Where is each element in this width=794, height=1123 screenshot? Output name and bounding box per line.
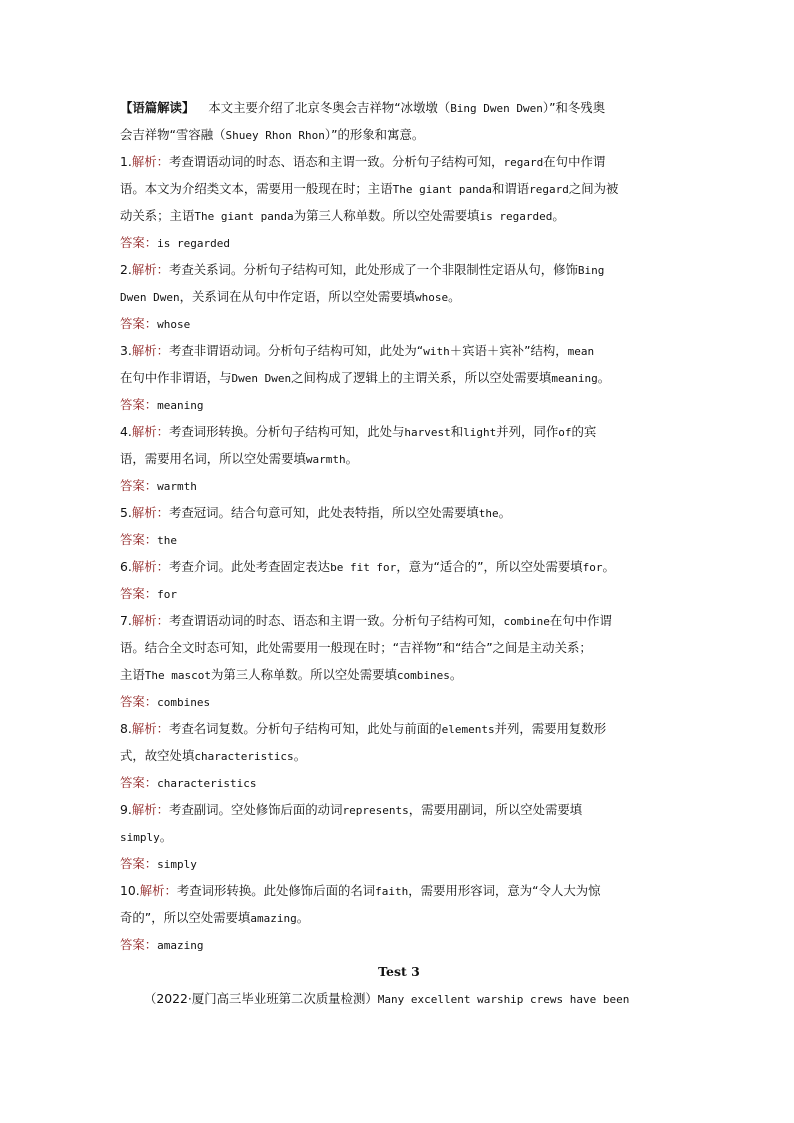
item-line	[120, 904, 678, 931]
english-text: for	[582, 561, 603, 574]
item-line	[120, 175, 678, 202]
explanation-text: 式，故空处填	[120, 748, 195, 763]
english-text: light	[463, 426, 497, 439]
answer-value: characteristics	[157, 777, 257, 790]
intro-line-1	[120, 94, 678, 121]
explanation-text: ，关系词在从句中作定语，所以空处需要填	[179, 289, 416, 304]
english-text: The giant panda	[194, 210, 294, 223]
explanation-text: 的宾	[571, 424, 597, 439]
item-line	[120, 661, 678, 688]
item-number: 5.	[120, 505, 132, 520]
answer-value: simply	[157, 858, 197, 871]
explanation-text: ，意为“适合的”，所以空处需要填	[396, 559, 583, 574]
item-line	[120, 364, 678, 391]
explanation-text: 和	[450, 424, 464, 439]
explanation-text: 为第三人称单数。所以空处需要填	[211, 667, 397, 682]
english-text: meaning	[551, 372, 598, 385]
explanation-text: 考查名词复数。分析句子结构可知，此处与前面的	[169, 721, 442, 736]
english-text: Dwen Dwen	[231, 372, 292, 385]
intro-en: Bing Dwen Dwen	[450, 102, 543, 115]
answer-line	[120, 850, 678, 877]
test-title: Test 3	[378, 964, 420, 979]
answer-label: 答案：	[120, 694, 158, 709]
intro-text: ）”和冬残奥	[542, 100, 606, 115]
explanation-text: 。	[552, 208, 565, 223]
explanation-text: 。	[498, 505, 512, 520]
explanation-text: 。	[159, 829, 173, 844]
analysis-label: 解析：	[131, 721, 169, 736]
explanation-text: 。	[449, 667, 463, 682]
intro-text: 会吉祥物“雪容融（	[120, 127, 226, 142]
answer-label: 答案：	[120, 532, 158, 547]
analysis-label: 解析：	[131, 559, 169, 574]
english-text: is regarded	[479, 210, 553, 223]
explanation-text: 并列，同作	[496, 424, 559, 439]
explanation-text: 在句中作谓	[549, 613, 612, 628]
explanation-text: 语。结合全文时态可知，此处需要用一般现在时；“吉祥物”和“结合”之间是主动关系；	[120, 640, 592, 655]
intro-text: 本文主要介绍了北京冬奥会吉祥物“冰墩墩（	[208, 100, 451, 115]
answer-value: meaning	[157, 399, 204, 412]
explanation-text: 考查词形转换。分析句子结构可知，此处与	[169, 424, 405, 439]
item-line	[120, 202, 678, 229]
answer-line	[120, 310, 678, 337]
english-text: faith	[375, 885, 409, 898]
explanation-text: 。	[345, 451, 358, 466]
analysis-label: 解析：	[131, 424, 169, 439]
answer-label: 答案：	[120, 775, 158, 790]
explanation-text: ，需要用形容词，意为“令人大为惊	[408, 883, 601, 898]
answer-label: 答案：	[120, 586, 158, 601]
english-text: mean	[567, 345, 595, 358]
item-line	[120, 148, 678, 175]
english-text: be fit for	[330, 561, 397, 574]
item-number: 6.	[120, 559, 132, 574]
item-line	[120, 796, 678, 823]
item-line	[120, 283, 678, 310]
english-text: combine	[503, 615, 550, 628]
answer-label: 答案：	[120, 478, 158, 493]
analysis-label: 解析：	[131, 505, 169, 520]
english-text: of	[558, 426, 572, 439]
answer-value: amazing	[157, 939, 204, 952]
answer-label: 答案：	[120, 397, 158, 412]
test-source-cn: （2022·厦门高三毕业班第二次质量检测）	[144, 991, 378, 1006]
item-line	[120, 715, 678, 742]
answer-value: is regarded	[157, 237, 231, 250]
explanation-text: 并列，需要用复数形	[494, 721, 607, 736]
answer-line	[120, 391, 678, 418]
intro-line-2	[120, 121, 678, 148]
explanation-text: 。	[597, 370, 611, 385]
item-number: 1.	[120, 154, 132, 169]
explanation-text: 考查冠词。结合句意可知，此处表特指，所以空处需要填	[169, 505, 479, 520]
explanation-text: 。	[602, 559, 615, 574]
item-number: 2.	[120, 262, 132, 277]
intro-en: Shuey Rhon Rhon	[225, 129, 325, 142]
item-line	[120, 499, 678, 526]
explanation-text: 语。本文为介绍类文本，需要用一般现在时；主语	[120, 181, 393, 196]
explanation-text: 奇的”，所以空处需要填	[120, 910, 251, 925]
english-text: characteristics	[194, 750, 294, 763]
answer-label: 答案：	[120, 316, 158, 331]
intro-label: 【语篇解读】	[120, 100, 195, 115]
item-line	[120, 823, 678, 850]
explanation-text: 考查非谓语动词。分析句子结构可知，此处为“	[169, 343, 424, 358]
item-line	[120, 742, 678, 769]
english-text: Dwen Dwen	[120, 291, 180, 304]
item-line	[120, 337, 678, 364]
english-text: combines	[396, 669, 450, 682]
explanation-text: 考查词形转换。此处修饰后面的名词	[176, 883, 376, 898]
explanation-text: 。	[293, 748, 307, 763]
english-text: regard	[529, 183, 569, 196]
test-source-line	[120, 985, 678, 1012]
item-number: 4.	[120, 424, 132, 439]
analysis-label: 解析：	[131, 154, 169, 169]
explanation-text: 之间为被	[568, 181, 619, 196]
item-number: 7.	[120, 613, 132, 628]
analysis-label: 解析：	[131, 343, 169, 358]
answer-value: combines	[157, 696, 211, 709]
english-text: whose	[415, 291, 449, 304]
answer-label: 答案：	[120, 937, 158, 952]
answer-line	[120, 472, 678, 499]
answer-line	[120, 688, 678, 715]
english-text: warmth	[305, 453, 346, 466]
item-number: 8.	[120, 721, 132, 736]
english-text: elements	[441, 723, 495, 736]
explanation-text: 考查关系词。分析句子结构可知，此处形成了一个非限制性定语从句，修饰	[169, 262, 578, 277]
explanation-text: 语，需要用名词，所以空处需要填	[120, 451, 306, 466]
item-line	[120, 634, 678, 661]
explanation-text: 。	[448, 289, 461, 304]
explanation-text: 在句中作非谓语，与	[120, 370, 232, 385]
english-text: Bing	[577, 264, 605, 277]
answer-line	[120, 769, 678, 796]
item-line	[120, 553, 678, 580]
item-line	[120, 877, 678, 904]
english-text: The giant panda	[392, 183, 492, 196]
explanation-text: 考查介词。此处考查固定表达	[169, 559, 331, 574]
answer-items	[120, 148, 678, 958]
explanation-text: 在句中作谓	[543, 154, 606, 169]
english-text: represents	[342, 804, 409, 817]
explanation-text: 和谓语	[491, 181, 530, 196]
document-page	[120, 94, 678, 1012]
answer-value: for	[157, 588, 178, 601]
answer-label: 答案：	[120, 856, 158, 871]
analysis-label: 解析：	[131, 262, 169, 277]
explanation-text: ＋宾语＋宾补”结构，	[449, 343, 568, 358]
english-text: regard	[503, 156, 544, 169]
explanation-text: 主语	[120, 667, 145, 682]
answer-value: the	[157, 534, 178, 547]
intro-text: ）”的形象和寓意。	[324, 127, 425, 142]
test-source-en: Many excellent warship crews have been	[377, 993, 630, 1006]
explanation-text: 。	[296, 910, 310, 925]
answer-value: warmth	[157, 480, 197, 493]
explanation-text: 为第三人称单数。所以空处需要填	[293, 208, 480, 223]
item-line	[120, 256, 678, 283]
explanation-text: 考查谓语动词的时态、语态和主谓一致。分析句子结构可知，	[169, 154, 504, 169]
explanation-text: 考查副词。空处修饰后面的动词	[169, 802, 343, 817]
analysis-label: 解析：	[131, 802, 169, 817]
item-number: 3.	[120, 343, 132, 358]
analysis-label: 解析：	[131, 613, 169, 628]
answer-label: 答案：	[120, 235, 158, 250]
english-text: The mascot	[144, 669, 212, 682]
english-text: the	[478, 507, 499, 520]
english-text: amazing	[250, 912, 297, 925]
item-number: 10.	[120, 883, 140, 898]
explanation-text: 动关系；主语	[120, 208, 195, 223]
item-line	[120, 418, 678, 445]
item-line	[120, 607, 678, 634]
answer-value: whose	[157, 318, 191, 331]
item-number: 9.	[120, 802, 132, 817]
analysis-label: 解析：	[139, 883, 177, 898]
explanation-text: 之间构成了逻辑上的主谓关系，所以空处需要填	[291, 370, 552, 385]
answer-line	[120, 580, 678, 607]
item-line	[120, 445, 678, 472]
english-text: simply	[120, 831, 160, 844]
answer-line	[120, 526, 678, 553]
explanation-text: 考查谓语动词的时态、语态和主谓一致。分析句子结构可知，	[169, 613, 504, 628]
english-text: harvest	[404, 426, 451, 439]
explanation-text: ，需要用副词，所以空处需要填	[408, 802, 583, 817]
answer-line	[120, 229, 678, 256]
answer-line	[120, 931, 678, 958]
english-text: with	[423, 345, 450, 358]
